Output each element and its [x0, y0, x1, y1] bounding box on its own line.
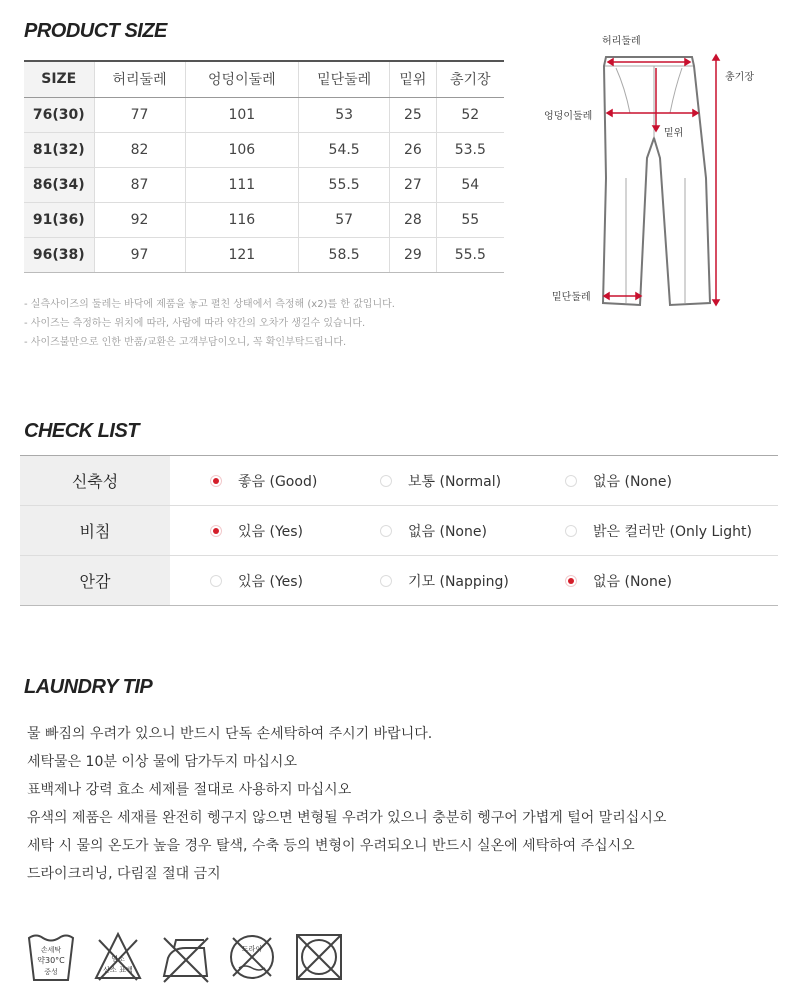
check-option-label: 보통 (Normal)	[408, 473, 502, 490]
pants-measurement-diagram	[530, 28, 780, 318]
check-option-label: 있음 (Yes)	[238, 523, 304, 540]
check-option	[380, 571, 509, 591]
diagram-label-rise: 밑위	[664, 128, 684, 139]
cell-hip: 111	[185, 167, 298, 202]
header-hip: 엉덩이둘레	[185, 61, 298, 97]
table-row	[24, 97, 504, 132]
radio-unselected-icon	[380, 475, 392, 487]
cell-hip: 116	[185, 202, 298, 237]
check-option-label: 좋음 (Good)	[238, 473, 318, 490]
cell-rise: 27	[390, 167, 436, 202]
check-option	[210, 571, 303, 591]
check-option	[210, 521, 303, 541]
size-note: - 사이즈는 측정하는 위치에 따라, 사람에 따라 약간의 오차가 생길수 있습니다.	[24, 318, 366, 329]
product-size-title: PRODUCT SIZE	[24, 20, 167, 42]
header-size: SIZE	[24, 61, 94, 97]
check-option	[565, 521, 752, 541]
check-row	[20, 506, 778, 556]
no-bleach-line: 산소	[103, 966, 117, 974]
cell-hip: 121	[185, 237, 298, 272]
check-option-label: 있음 (Yes)	[238, 573, 304, 590]
size-table	[24, 60, 504, 273]
hand-wash-line: 손세탁	[40, 946, 62, 954]
size-table-header-row	[24, 61, 504, 97]
diagram-label-hem: 밑단둘레	[552, 292, 591, 303]
header-rise: 밑위	[390, 61, 436, 97]
size-note: - 실측사이즈의 둘레는 바닥에 제품을 놓고 펼친 상태에서 측정해 (x2)를 한 값입니다.	[24, 299, 395, 310]
cell-hip: 101	[185, 97, 298, 132]
cell-hem: 58.5	[299, 237, 390, 272]
radio-unselected-icon	[380, 525, 392, 537]
laundry-tips	[27, 720, 666, 888]
cell-waist: 92	[94, 202, 185, 237]
cell-waist: 77	[94, 97, 185, 132]
cell-waist: 82	[94, 132, 185, 167]
check-row	[20, 556, 778, 606]
check-option	[380, 471, 501, 491]
diagram-label-hip: 엉덩이둘레	[544, 111, 593, 122]
radio-selected-icon	[210, 475, 222, 487]
laundry-tip-item: 물 빠짐의 우려가 있으니 반드시 단독 손세탁하여 주시기 바랍니다.	[27, 726, 433, 742]
cell-hem: 57	[299, 202, 390, 237]
cell-length: 55.5	[436, 237, 504, 272]
cell-size: 91(36)	[24, 202, 94, 237]
hand-wash-line: 약30°C	[37, 956, 65, 965]
no-bleach-icon	[93, 930, 143, 984]
radio-unselected-icon	[210, 575, 222, 587]
no-dry-clean-icon	[227, 930, 277, 984]
size-note: - 사이즈불만으로 인한 반품/교환은 고객부담이오니, 꼭 확인부탁드립니다.	[24, 337, 347, 348]
check-options	[170, 506, 778, 556]
cell-rise: 29	[390, 237, 436, 272]
check-option	[565, 471, 672, 491]
check-option-label: 없음 (None)	[593, 573, 672, 590]
table-row	[24, 132, 504, 167]
radio-unselected-icon	[565, 475, 577, 487]
no-iron-icon	[160, 930, 210, 984]
cell-size: 96(38)	[24, 237, 94, 272]
no-bleach-line: 염소	[111, 955, 125, 963]
table-row	[24, 167, 504, 202]
cell-length: 53.5	[436, 132, 504, 167]
care-icons	[26, 930, 344, 984]
radio-unselected-icon	[380, 575, 392, 587]
hand-wash-line: 중성	[44, 968, 58, 976]
check-option	[380, 521, 487, 541]
header-length: 총기장	[436, 61, 504, 97]
radio-selected-icon	[210, 525, 222, 537]
hand-wash-icon	[26, 930, 76, 984]
check-options	[170, 556, 778, 606]
no-tumble-dry-icon	[294, 930, 344, 984]
cell-rise: 25	[390, 97, 436, 132]
cell-waist: 87	[94, 167, 185, 202]
check-option	[565, 571, 672, 591]
header-waist: 허리둘레	[94, 61, 185, 97]
check-option-label: 없음 (None)	[408, 523, 487, 540]
cell-hem: 54.5	[299, 132, 390, 167]
check-list-table	[20, 455, 778, 606]
cell-hem: 55.5	[299, 167, 390, 202]
check-option	[210, 471, 317, 491]
cell-length: 52	[436, 97, 504, 132]
check-option-label: 기모 (Napping)	[408, 573, 509, 590]
table-row	[24, 202, 504, 237]
radio-selected-icon	[565, 575, 577, 587]
size-notes	[24, 295, 395, 352]
cell-hip: 106	[185, 132, 298, 167]
laundry-tip-item: 표백제나 강력 효소 세제를 절대로 사용하지 마십시오	[27, 782, 352, 798]
radio-unselected-icon	[565, 525, 577, 537]
laundry-tip-item: 드라이크리닝, 다림질 절대 금지	[27, 866, 221, 882]
check-option-label: 밝은 컬러만 (Only Light)	[593, 523, 752, 540]
cell-hem: 53	[299, 97, 390, 132]
cell-length: 54	[436, 167, 504, 202]
cell-size: 81(32)	[24, 132, 94, 167]
laundry-tip-item: 세탁 시 물의 온도가 높을 경우 탈색, 수축 등의 변형이 우려되오니 반드시 실온에 세탁하여 주십시오	[27, 838, 635, 854]
check-row-label: 신축성	[20, 456, 170, 506]
laundry-tip-item: 유색의 제품은 세재를 완전히 헹구지 않으면 변형될 우려가 있으니 충분히 헹구어 가볍게 털어 말리십시오	[27, 810, 667, 826]
no-dry-clean-line: 드라이	[241, 945, 263, 953]
cell-waist: 97	[94, 237, 185, 272]
cell-size: 76(30)	[24, 97, 94, 132]
check-row-label: 비침	[20, 506, 170, 556]
check-option-label: 없음 (None)	[593, 473, 672, 490]
check-options	[170, 456, 778, 506]
diagram-label-total-length: 총기장	[725, 72, 754, 83]
diagram-label-waist: 허리둘레	[602, 36, 641, 47]
cell-rise: 28	[390, 202, 436, 237]
check-row	[20, 456, 778, 506]
cell-length: 55	[436, 202, 504, 237]
no-bleach-line: 표백	[119, 966, 133, 974]
cell-rise: 26	[390, 132, 436, 167]
laundry-tip-title: LAUNDRY TIP	[24, 676, 153, 698]
check-list-title: CHECK LIST	[24, 420, 139, 442]
laundry-tip-item: 세탁물은 10분 이상 물에 담가두지 마십시오	[27, 754, 297, 770]
check-row-label: 안감	[20, 556, 170, 606]
cell-size: 86(34)	[24, 167, 94, 202]
table-row	[24, 237, 504, 272]
header-hem: 밑단둘레	[299, 61, 390, 97]
